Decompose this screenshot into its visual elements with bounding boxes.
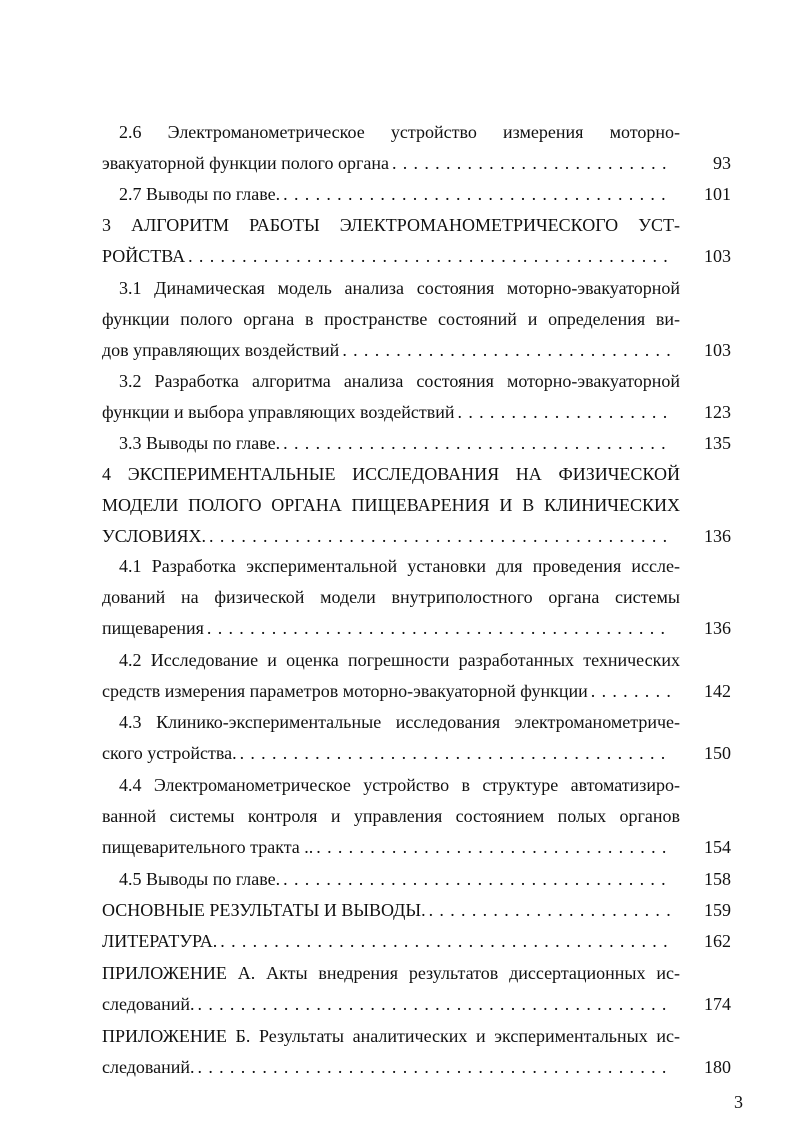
toc-page-number: 135 [704,433,731,453]
toc-line-last [102,148,680,178]
toc-line-text: пищеварения [102,618,204,639]
toc-line-text: 2.7 Выводы по главе. [119,184,281,204]
toc-line-last [102,1052,680,1082]
toc-page-number: 180 [704,1057,731,1078]
toc-line: ПРИЛОЖЕНИЕ А. Акты внедрения результатов диссертационных ис- [102,963,680,983]
toc-line-last [102,926,680,956]
dot-leader [220,926,672,956]
toc-line-text: ского устройства. [102,743,237,764]
toc-line-text: пищеварительного тракта .. [102,837,314,858]
toc-line: 3.1 Динамическая модель анализа состояния моторно-эвакуаторной [119,278,680,298]
dot-leader [283,864,672,894]
toc-page-number: 158 [704,869,731,889]
toc-page-number: 103 [704,340,731,361]
dot-leader [591,676,672,706]
toc-line: 3 АЛГОРИТМ РАБОТЫ ЭЛЕКТРОМАНОМЕТРИЧЕСКОГО УСТ- [102,215,680,235]
toc-line-text: 4.5 Выводы по главе. [119,869,281,889]
toc-line-text: средств измерения параметров моторно-эвакуаторной функции [102,681,588,702]
toc-page-number: 123 [704,402,731,423]
toc-page-number: 142 [704,681,731,702]
toc-line-last [119,428,680,458]
toc-line-text: РОЙСТВА [102,246,186,267]
toc-line-last [102,832,680,862]
toc-page-number: 162 [704,931,731,951]
dot-leader [342,335,672,365]
toc-line-text: УСЛОВИЯХ. [102,526,207,547]
toc-line-last [102,335,680,365]
toc-page-number: 101 [704,184,731,204]
dot-leader [283,428,672,458]
toc-line-last [102,895,680,925]
toc-page-number: 174 [704,994,731,1015]
toc-line: 4.4 Электроманометрическое устройство в структуре автоматизиро- [119,775,680,795]
toc-page-number: 150 [704,743,731,764]
toc-line-last [102,989,680,1019]
toc-page-number: 103 [704,246,731,267]
dot-leader [429,895,672,925]
toc-line: 4 ЭКСПЕРИМЕНТАЛЬНЫЕ ИССЛЕДОВАНИЯ НА ФИЗИЧЕСКОЙ [102,464,680,484]
toc-page-number: 154 [704,837,731,858]
toc-line: 4.1 Разработка экспериментальной установки для проведения иссле- [119,556,680,576]
toc-line-last [102,521,680,551]
toc-line-text: эвакуаторной функции полого органа [102,153,389,174]
toc-line-text: 3.3 Выводы по главе. [119,433,281,453]
dot-leader [209,521,672,551]
toc-line-text: следований. [102,994,195,1015]
dot-leader [458,397,672,427]
dot-leader [240,738,672,768]
dot-leader [392,148,672,178]
toc-line: 3.2 Разработка алгоритма анализа состояния моторно-эвакуаторной [119,371,680,391]
toc-line: 2.6 Электроманометрическое устройство измерения моторно- [119,122,680,142]
toc-page-number: 136 [704,618,731,639]
toc-line: ПРИЛОЖЕНИЕ Б. Результаты аналитических и экспериментальных ис- [102,1026,680,1046]
toc-line: 4.3 Клинико-экспериментальные исследования электроманометриче- [119,712,680,732]
toc-line-text: ОСНОВНЫЕ РЕЗУЛЬТАТЫ И ВЫВОДЫ. [102,900,426,920]
toc-line-last [102,241,680,271]
toc-page-number: 93 [713,153,731,174]
toc-line-text: ЛИТЕРАТУРА. [102,931,218,951]
toc-line-last [102,676,680,706]
toc-line-last [119,179,680,209]
dot-leader [188,241,672,271]
toc-page-number: 136 [704,526,731,547]
dot-leader [198,989,672,1019]
dot-leader [316,832,672,862]
toc-line: функции полого органа в пространстве состояний и определения ви- [102,309,680,330]
toc-line-text: функции и выбора управляющих воздействий [102,402,455,423]
toc-line: МОДЕЛИ ПОЛОГО ОРГАНА ПИЩЕВАРЕНИЯ И В КЛИНИЧЕСКИХ [102,495,680,516]
toc-line: ванной системы контроля и управления состоянием полых органов [102,806,680,827]
toc-line-last [102,613,680,643]
dot-leader [283,179,672,209]
toc-page-number: 159 [704,900,731,920]
dot-leader [207,613,672,643]
page-number: 3 [734,1092,743,1112]
toc-line-last [102,397,680,427]
toc-line: 4.2 Исследование и оценка погрешности разработанных технических [119,650,680,670]
toc-line: дований на физической модели внутриполостного органа системы [102,587,680,608]
toc-line-text: дов управляющих воздействий [102,340,340,361]
dot-leader [198,1052,672,1082]
toc-line-text: следований. [102,1057,195,1078]
toc-line-last [119,864,680,894]
toc-line-last [102,738,680,768]
